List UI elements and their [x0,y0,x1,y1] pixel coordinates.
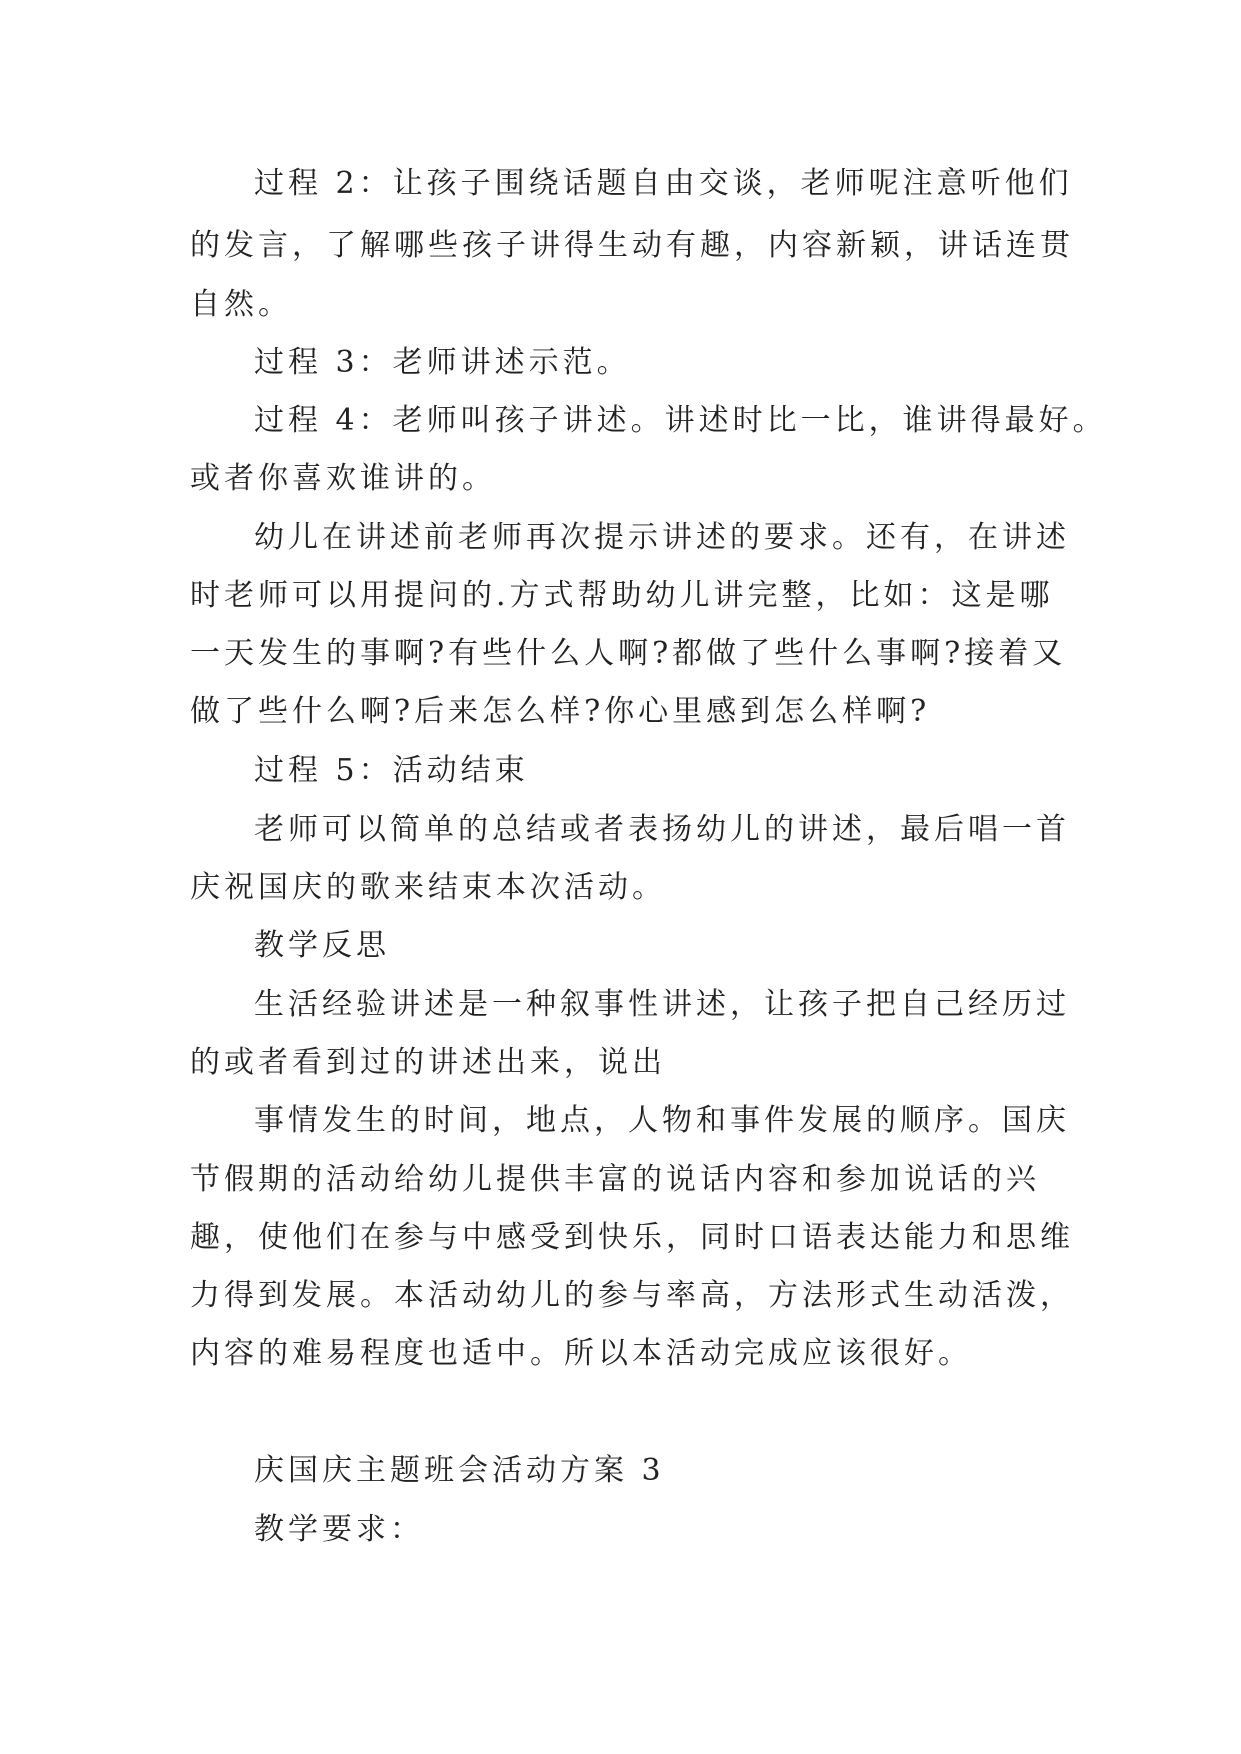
text-line: 过程 2：让孩子围绕话题自由交谈，老师呢注意听他们 [254,166,1073,201]
text-line: 力得到发展。本活动幼儿的参与率高，方法形式生动活泼， [190,1278,1074,1313]
text-line: 过程 3：老师讲述示范。 [254,345,631,380]
text-line: 时老师可以用提问的.方式帮助幼儿讲完整，比如：这是哪 [190,578,1054,613]
text-line: 老师可以简单的总结或者表扬幼儿的讲述，最后唱一首 [254,812,1070,847]
text-line: 趣，使他们在参与中感受到快乐，同时口语表达能力和思维 [190,1220,1074,1255]
section-heading: 教学要求： [254,1512,424,1547]
text-line: 节假期的活动给幼儿提供丰富的说话内容和参加说话的兴 [190,1162,1040,1197]
text-line: 幼儿在讲述前老师再次提示讲述的要求。还有，在讲述 [254,520,1070,555]
text-line: 做了些什么啊?后来怎么样?你心里感到怎么样啊? [190,694,931,729]
text-line: 事情发生的时间，地点，人物和事件发展的顺序。国庆 [254,1103,1070,1138]
text-line: 的或者看到过的讲述出来，说出 [190,1045,666,1080]
text-line: 一天发生的事啊?有些什么人啊?都做了些什么事啊?接着又 [190,636,1067,671]
text-line: 或者你喜欢谁讲的。 [190,461,496,496]
text-line: 过程 5：活动结束 [254,753,529,788]
text-line: 过程 4：老师叫孩子讲述。讲述时比一比，谁讲得最好。 [254,403,1107,438]
text-line: 内容的难易程度也适中。所以本活动完成应该很好。 [190,1336,972,1371]
text-line: 庆祝国庆的歌来结束本次活动。 [190,870,666,905]
text-line: 生活经验讲述是一种叙事性讲述，让孩子把自己经历过 [254,987,1070,1022]
section-heading: 教学反思 [254,928,390,963]
section-title: 庆国庆主题班会活动方案 3 [254,1453,665,1488]
text-line: 自然。 [190,287,292,322]
text-line: 的发言，了解哪些孩子讲得生动有趣，内容新颖，讲话连贯 [190,228,1074,263]
